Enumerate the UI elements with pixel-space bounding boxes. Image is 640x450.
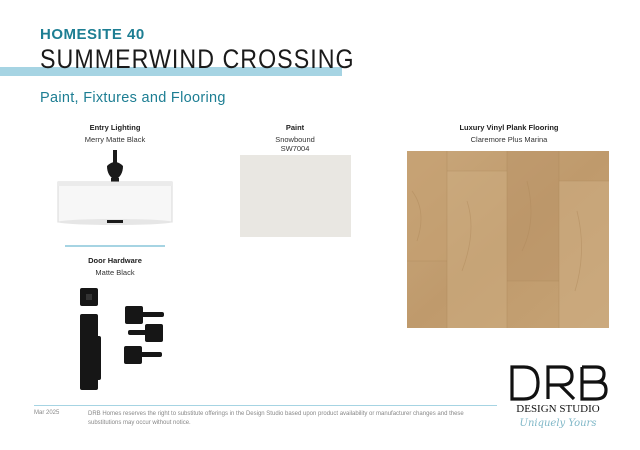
section-title: Paint, Fixtures and Flooring <box>40 90 226 106</box>
community-title: SUMMERWIND CROSSING <box>40 44 355 74</box>
paint-swatch <box>240 155 351 237</box>
drb-logo <box>508 364 608 402</box>
footer-date: Mar 2025 <box>34 410 60 416</box>
paint-color-name: Snowbound <box>275 135 315 144</box>
door-hardware-title: Door Hardware <box>88 256 142 265</box>
door-hardware-image <box>70 284 180 394</box>
flooring-value: Claremore Plus Marina <box>470 135 548 144</box>
homesite-label: HOMESITE 40 <box>40 26 145 43</box>
divider <box>65 245 165 247</box>
flooring-title: Luxury Vinyl Plank Flooring <box>459 123 559 132</box>
entry-lighting-value: Merry Matte Black <box>84 135 146 144</box>
footer-disclaimer: DRB Homes reserves the right to substitute offerings in the Design Studio based upon product availability or manufacturer changes and these substitutions may occur without notice. <box>88 411 464 426</box>
paint-color-code: SW7004 <box>280 144 310 153</box>
paint-title: Paint <box>285 123 305 132</box>
footer-divider <box>34 405 497 406</box>
tagline: Uniquely Yours <box>519 418 597 429</box>
door-hardware-value: Matte Black <box>95 268 135 277</box>
light-fixture-image <box>55 150 175 230</box>
design-studio-label: DESIGN STUDIO <box>516 403 600 415</box>
flooring-swatch-image <box>407 151 609 328</box>
entry-lighting-title: Entry Lighting <box>89 123 141 132</box>
